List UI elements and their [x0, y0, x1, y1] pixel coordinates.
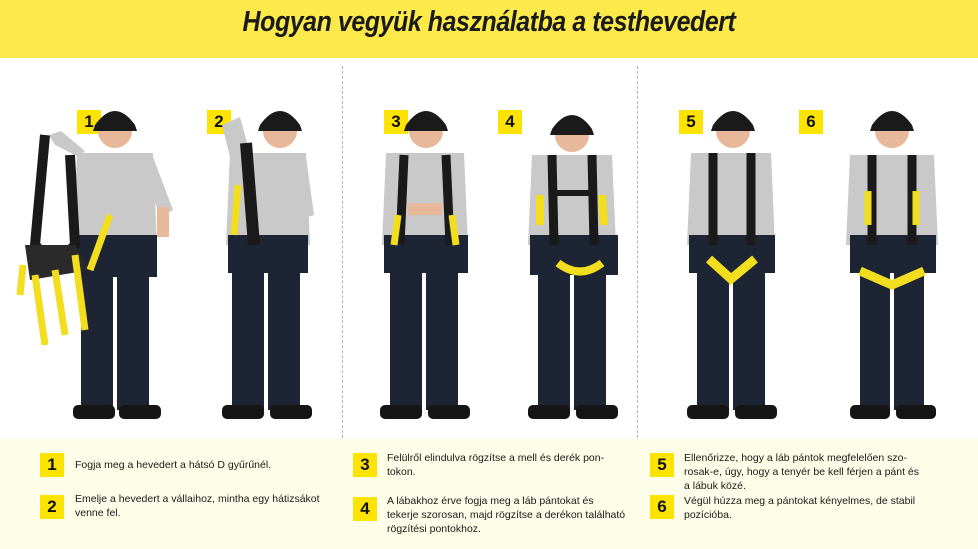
figure-badge-2: 2	[207, 110, 231, 134]
caption-step-6	[684, 494, 915, 522]
caption-step-3	[387, 451, 604, 479]
figure-badge-4: 4	[498, 110, 522, 134]
caption-badge-2: 2	[40, 495, 64, 519]
figure-step-2	[200, 95, 330, 430]
section-divider-2	[637, 66, 638, 438]
caption-line: Végül húzza meg a pántokat kényelmes, de stabil	[684, 495, 916, 507]
caption-line: rögzítési pontokhoz.	[387, 523, 481, 535]
caption-step-1	[75, 458, 271, 472]
page-title: Hogyan vegyük használatba a testhevedert	[242, 6, 736, 38]
figure-badge-1: 1	[77, 110, 101, 134]
figure-step-4	[510, 95, 635, 430]
figure-step-3	[360, 95, 490, 430]
caption-badge-5: 5	[650, 453, 674, 477]
caption-line: Felülről elindulva rögzítse a mell és derék pon-	[387, 452, 605, 464]
caption-line: tokon.	[387, 466, 416, 478]
caption-badge-4: 4	[353, 497, 377, 521]
figure-badge-3: 3	[384, 110, 408, 134]
caption-line: tekerje szorosan, majd rögzítse a derékon található	[387, 509, 626, 521]
caption-line: rosak-e, úgy, hogy a tenyér be kell férjen a pánt és	[684, 466, 920, 478]
caption-badge-3: 3	[353, 453, 377, 477]
title-banner	[0, 0, 978, 58]
figure-step-6	[830, 95, 955, 430]
section-divider-1	[342, 66, 343, 438]
caption-line: Emelje a hevedert a vállaihoz, mintha egy hátizsákot	[75, 493, 320, 505]
caption-line: pozícióba.	[684, 509, 732, 521]
figure-badge-5: 5	[679, 110, 703, 134]
caption-badge-6: 6	[650, 495, 674, 519]
figure-step-5	[665, 95, 795, 430]
caption-step-2	[75, 492, 320, 520]
caption-line: Fogja meg a hevedert a hátsó D gyűrűnél.	[75, 459, 272, 471]
caption-step-4	[387, 494, 625, 536]
figure-badge-6: 6	[799, 110, 823, 134]
caption-line: a lábuk közé.	[684, 480, 746, 492]
caption-line: A lábakhoz érve fogja meg a láb pántokat és	[387, 495, 594, 507]
figure-step-1	[15, 95, 180, 430]
caption-badge-1: 1	[40, 453, 64, 477]
caption-step-5	[684, 451, 919, 493]
caption-line: venne fel.	[75, 507, 121, 519]
caption-line: Ellenőrizze, hogy a láb pántok megfelelően szo-	[684, 452, 907, 464]
